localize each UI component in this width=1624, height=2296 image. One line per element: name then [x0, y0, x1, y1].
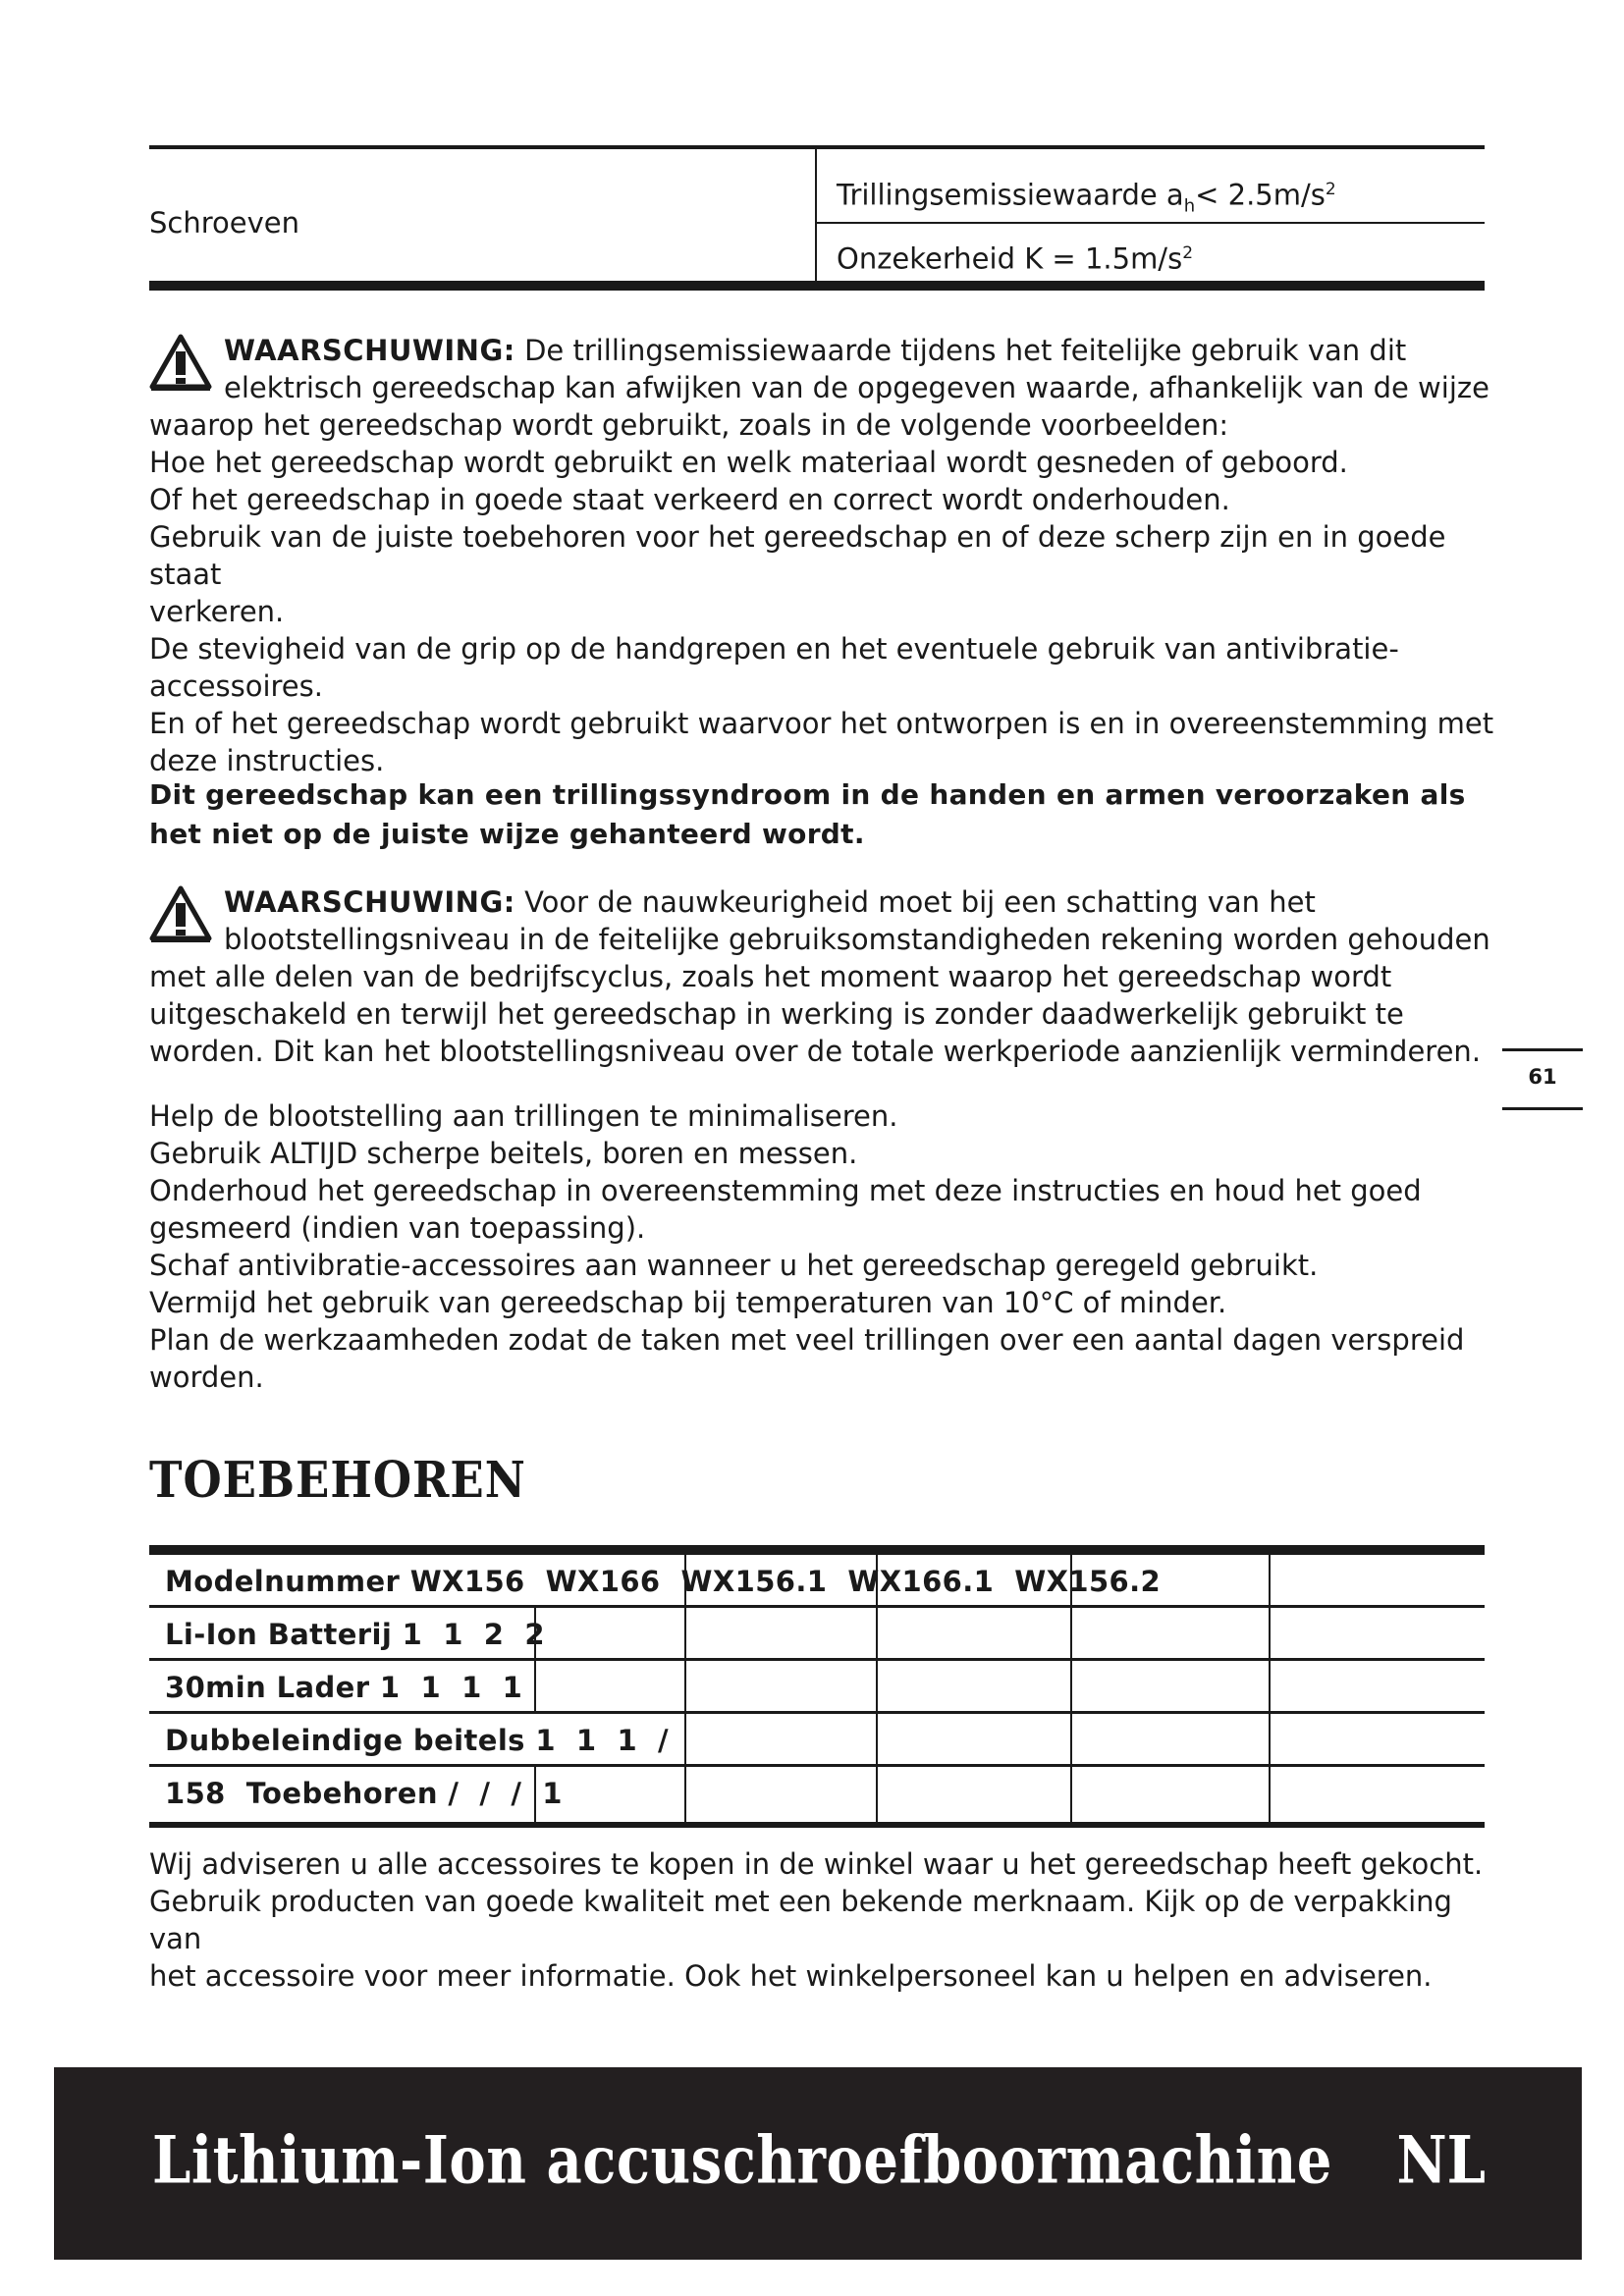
page-number-rule-top — [1502, 1048, 1583, 1051]
tip-line-3: Onderhoud het gereedschap in overeenstemming met deze instructies en houd het goed — [149, 1174, 1422, 1207]
warning-1-line-2: elektrisch gereedschap kan afwijken van de opgegeven waarde, afhankelijk van de wijze — [224, 371, 1489, 404]
table-row — [149, 1608, 1485, 1661]
footer-title: Lithium-Ion accuschroefboormachine — [152, 2122, 1332, 2199]
warning-block-2 — [149, 883, 1504, 1070]
accessories-row-text: 158 Toebehoren / / / 1 — [165, 1777, 563, 1810]
warning-2-line-2: blootstellingsniveau in de feitelijke gebruiksomstandigheden rekening worden gehouden — [224, 923, 1490, 956]
warning-2-line-4: uitgeschakeld en terwijl het gereedschap in werking is zonder daadwerkelijk gebruikt te — [149, 997, 1404, 1031]
tip-line-2: Gebruik ALTIJD scherpe beitels, boren en messen. — [149, 1137, 858, 1170]
vibration-emission-prefix: Trillingsemissiewaarde a — [837, 178, 1184, 212]
tip-line-7: Plan de werkzaamheden zodat de taken met veel trillingen over een aantal dagen verspreid — [149, 1323, 1465, 1357]
warning-2-heading: WAARSCHUWING: — [224, 885, 515, 919]
warning-2-line-5: worden. Dit kan het blootstellingsniveau over de totale werkperiode aanzienlijk verminderen. — [149, 1035, 1482, 1068]
warning-1-line-3: waarop het gereedschap wordt gebruikt, zoals in de volgende voorbeelden: — [149, 408, 1229, 442]
vibration-uncertainty-cell — [817, 224, 1485, 281]
vibration-uncertainty: Onzekerheid K = 1.5m/s — [837, 241, 1183, 276]
vibration-emission-cell — [817, 149, 1485, 224]
tip-line-4: gesmeerd (indien van toepassing). — [149, 1211, 646, 1245]
tip-line-6: Vermijd het gebruik van gereedschap bij temperaturen van 10°C of minder. — [149, 1286, 1227, 1319]
tip-line-5: Schaf antivibratie-accessoires aan wanneer u het gereedschap geregeld gebruikt. — [149, 1249, 1319, 1282]
vibration-emission-exp: 2 — [1325, 180, 1336, 199]
accessories-row-text: 30min Lader 1 1 1 1 — [165, 1671, 523, 1704]
warning-1-line-9: accessoires. — [149, 669, 323, 703]
warning-1-line-10: En of het gereedschap wordt gebruikt waarvoor het ontworpen is en in overeenstemming met — [149, 707, 1494, 740]
warning-1-text-0: De trillingsemissiewaarde tijdens het feitelijke gebruik van dit — [524, 334, 1407, 367]
table-row — [149, 1661, 1485, 1714]
footer-language: NL — [1396, 2122, 1486, 2199]
tip-line-1: Help de blootstelling aan trillingen te minimaliseren. — [149, 1099, 898, 1133]
warning-1-line-8: De stevigheid van de grip op de handgrepen en het eventuele gebruik van antivibratie- — [149, 632, 1399, 666]
vibration-activity-cell — [149, 149, 817, 281]
table-row — [149, 1767, 1485, 1822]
vibration-table — [149, 145, 1485, 291]
warning-block-1 — [149, 332, 1504, 779]
accessories-row-text: Dubbeleindige beitels 1 1 1 / — [165, 1724, 670, 1757]
vibration-emission-sub: h — [1183, 195, 1196, 217]
bold-note-line-1: Dit gereedschap kan een trillingssyndroom in de handen en armen veroorzaken als — [149, 778, 1466, 811]
page-number: 61 — [1528, 1065, 1557, 1089]
vibration-syndrome-note — [149, 775, 1504, 854]
accessories-advice — [149, 1845, 1504, 1995]
footer-banner — [54, 2067, 1582, 2260]
warning-1-line-4: Hoe het gereedschap wordt gebruikt en welk materiaal wordt gesneden of geboord. — [149, 446, 1348, 479]
advice-line-1: Wij adviseren u alle accessoires te kopen in de winkel waar u het gereedschap heeft gekocht. — [149, 1847, 1484, 1881]
warning-triangle-icon — [149, 885, 212, 944]
warning-1-line-11: deze instructies. — [149, 744, 385, 777]
table-row — [149, 1555, 1485, 1608]
warning-1-line-1 — [149, 332, 1504, 369]
warning-1-heading: WAARSCHUWING: — [224, 334, 515, 367]
vibration-uncertainty-exp: 2 — [1182, 243, 1194, 263]
warning-1-line-6: Gebruik van de juiste toebehoren voor het gereedschap en of deze scherp zijn en in goede staat — [149, 520, 1446, 591]
page-number-rule-bottom — [1502, 1107, 1583, 1110]
warning-2-line-3: met alle delen van de bedrijfscyclus, zoals het moment waarop het gereedschap wordt — [149, 960, 1392, 993]
bold-note-line-2: het niet op de juiste wijze gehanteerd wordt. — [149, 818, 865, 850]
vibration-emission-suffix: < 2.5m/s — [1195, 178, 1326, 212]
accessories-row-text: Li-Ion Batterij 1 1 2 2 — [165, 1618, 545, 1651]
vibration-tips — [149, 1097, 1504, 1396]
advice-line-3: het accessoire voor meer informatie. Ook het winkelpersoneel kan u helpen en adviseren. — [149, 1959, 1433, 1993]
warning-2-text-0: Voor de nauwkeurigheid moet bij een schatting van het — [524, 885, 1316, 919]
advice-line-2: Gebruik producten van goede kwaliteit met een bekende merknaam. Kijk op de verpakking van — [149, 1885, 1452, 1955]
table-row — [149, 1714, 1485, 1767]
warning-2-line-1 — [149, 883, 1504, 921]
tip-line-8: worden. — [149, 1361, 264, 1394]
vibration-activity: Schroeven — [149, 206, 299, 240]
warning-1-line-7: verkeren. — [149, 595, 285, 628]
accessories-header-text: Modelnummer WX156 WX166 WX156.1 WX166.1 WX156.2 — [165, 1565, 1162, 1598]
accessories-table — [149, 1545, 1485, 1828]
warning-1-line-5: Of het gereedschap in goede staat verkeerd en correct wordt onderhouden. — [149, 483, 1230, 516]
accessories-title: TOEBEHOREN — [149, 1451, 526, 1510]
warning-triangle-icon — [149, 334, 212, 393]
